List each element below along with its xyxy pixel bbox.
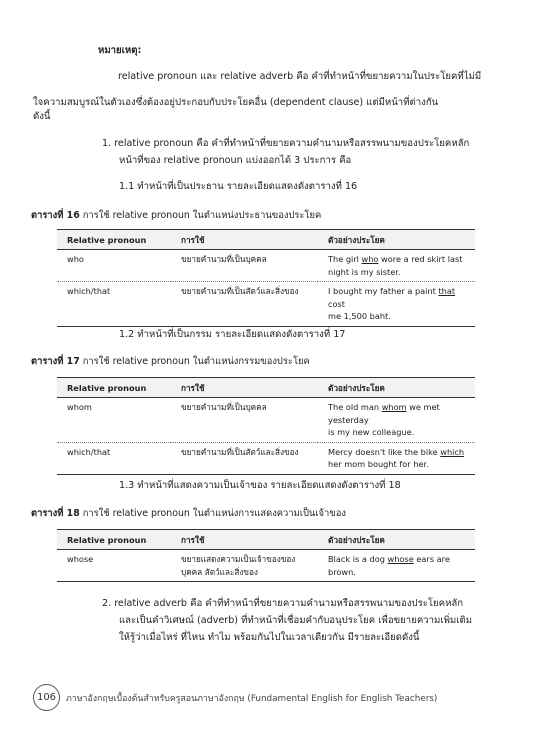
- column-header: Relative pronoun: [57, 378, 171, 398]
- table-17-title: การใช้ relative pronoun ในตำแหน่งกรรมของประโยค: [82, 356, 310, 367]
- table-row: [57, 442, 475, 474]
- column-header: ตัวอย่างประโยค: [318, 378, 475, 398]
- pronoun-cell: who: [57, 250, 171, 282]
- pronoun-cell: which/that: [57, 442, 171, 474]
- pronoun-cell: whom: [57, 398, 171, 443]
- note-line-3: ดังนี้: [33, 111, 51, 122]
- column-header: ตัวอย่างประโยค: [318, 230, 475, 250]
- item-2-line-2: และเป็นคำวิเศษณ์ (adverb) ที่ทำหน้าที่เชื่อมคำกับอนุประโยค เพื่อขยายความเพิ่มเติม: [119, 615, 473, 626]
- table-row: [57, 250, 475, 282]
- subitem-1-2: 1.2 ทำหน้าที่เป็นกรรม รายละเอียดแสดงดังตารางที่ 17: [119, 329, 346, 340]
- table-17: [57, 377, 475, 475]
- item-1-line-2: หน้าที่ของ relative pronoun แบ่งออกได้ 3 ประการ คือ: [119, 155, 352, 166]
- table-18: [57, 529, 475, 582]
- pronoun-cell: whose: [57, 550, 171, 582]
- column-header: ตัวอย่างประโยค: [318, 530, 475, 550]
- table-18-caption: [31, 506, 346, 521]
- note-heading: หมายเหตุ:: [98, 45, 142, 56]
- example-cell: I bought my father a paint that cost me 1,500 baht.: [318, 282, 475, 327]
- table-18-title: การใช้ relative pronoun ในตำแหน่งการแสดงความเป็นเจ้าของ: [82, 508, 346, 519]
- example-cell: Mercy doesn't like the bike which her mom bought for her.: [318, 442, 475, 474]
- example-cell: The old man whom we met yesterday is my new colleague.: [318, 398, 475, 443]
- column-header: การใช้: [171, 530, 318, 550]
- relative-word: whom: [381, 402, 407, 412]
- example-cell: Black is a dog whose ears are brown.: [318, 550, 475, 582]
- note-line-1: relative pronoun และ relative adverb คือ คำที่ทำหน้าที่ขยายความในประโยคที่ไม่มี: [118, 71, 482, 82]
- table-17-caption: [31, 354, 310, 369]
- column-header: Relative pronoun: [57, 530, 171, 550]
- item-2-line-3: ให้รู้ว่าเมื่อไหร่ ที่ไหน ทำไม พร้อมกันไปในเวลาเดียวกัน มีรายละเอียดดังนี้: [119, 632, 420, 643]
- item-2-line-1: 2. relative adverb คือ คำที่ทำหน้าที่ขยายความคำนามหรือสรรพนามของประโยคหลัก: [102, 598, 464, 609]
- example-cell: The girl who wore a red skirt last night is my sister.: [318, 250, 475, 282]
- relative-word: whose: [387, 554, 414, 564]
- page-number-badge: [33, 684, 60, 711]
- usage-cell: ขยายคำนามที่เป็นสัตว์และสิ่งของ: [171, 282, 318, 327]
- table-header-row: [57, 230, 475, 250]
- usage-cell: ขยายแสดงความเป็นเจ้าของของ บุคคล สัตว์และสิ่งของ: [171, 550, 318, 582]
- usage-cell: ขยายคำนามที่เป็นบุคคล: [171, 250, 318, 282]
- table-16: [57, 229, 475, 327]
- table-header-row: [57, 530, 475, 550]
- relative-word: who: [361, 254, 379, 264]
- table-16-label: ตารางที่ 16: [31, 210, 80, 221]
- table-header-row: [57, 378, 475, 398]
- table-row: [57, 398, 475, 443]
- item-1-line-1: 1. relative pronoun คือ คำที่ทำหน้าที่ขยายความคำนามหรือสรรพนามของประโยคหลัก: [102, 138, 470, 149]
- table-16-title: การใช้ relative pronoun ในตำแหน่งประธานของประโยค: [82, 210, 322, 221]
- table-16-caption: [31, 208, 321, 223]
- relative-word: which: [440, 446, 465, 457]
- table-18-label: ตารางที่ 18: [31, 508, 80, 519]
- table-17-label: ตารางที่ 17: [31, 356, 80, 367]
- table-row: [57, 550, 475, 582]
- column-header: Relative pronoun: [57, 230, 171, 250]
- subitem-1-1: 1.1 ทำหน้าที่เป็นประธาน รายละเอียดแสดงดังตารางที่ 16: [119, 181, 358, 192]
- subitem-1-3: 1.3 ทำหน้าที่แสดงความเป็นเจ้าของ รายละเอียดแสดงดังตารางที่ 18: [119, 480, 401, 491]
- table-row: [57, 282, 475, 327]
- page-number: 106: [36, 692, 57, 703]
- relative-word: that: [438, 286, 456, 296]
- usage-cell: ขยายคำนามที่เป็นบุคคล: [171, 398, 318, 443]
- column-header: การใช้: [171, 378, 318, 398]
- column-header: การใช้: [171, 230, 318, 250]
- pronoun-cell: which/that: [57, 282, 171, 327]
- usage-cell: ขยายคำนามที่เป็นสัตว์และสิ่งของ: [171, 442, 318, 474]
- note-line-2: ใจความสมบูรณ์ในตัวเองซึ่งต้องอยู่ประกอบกับประโยคอื่น (dependent clause) แต่มีหน้าที่ต่างกัน: [33, 97, 439, 108]
- book-title: ภาษาอังกฤษเบื้องต้นสำหรับครูสอนภาษาอังกฤษ (Fundamental English for English Teachers): [66, 694, 438, 704]
